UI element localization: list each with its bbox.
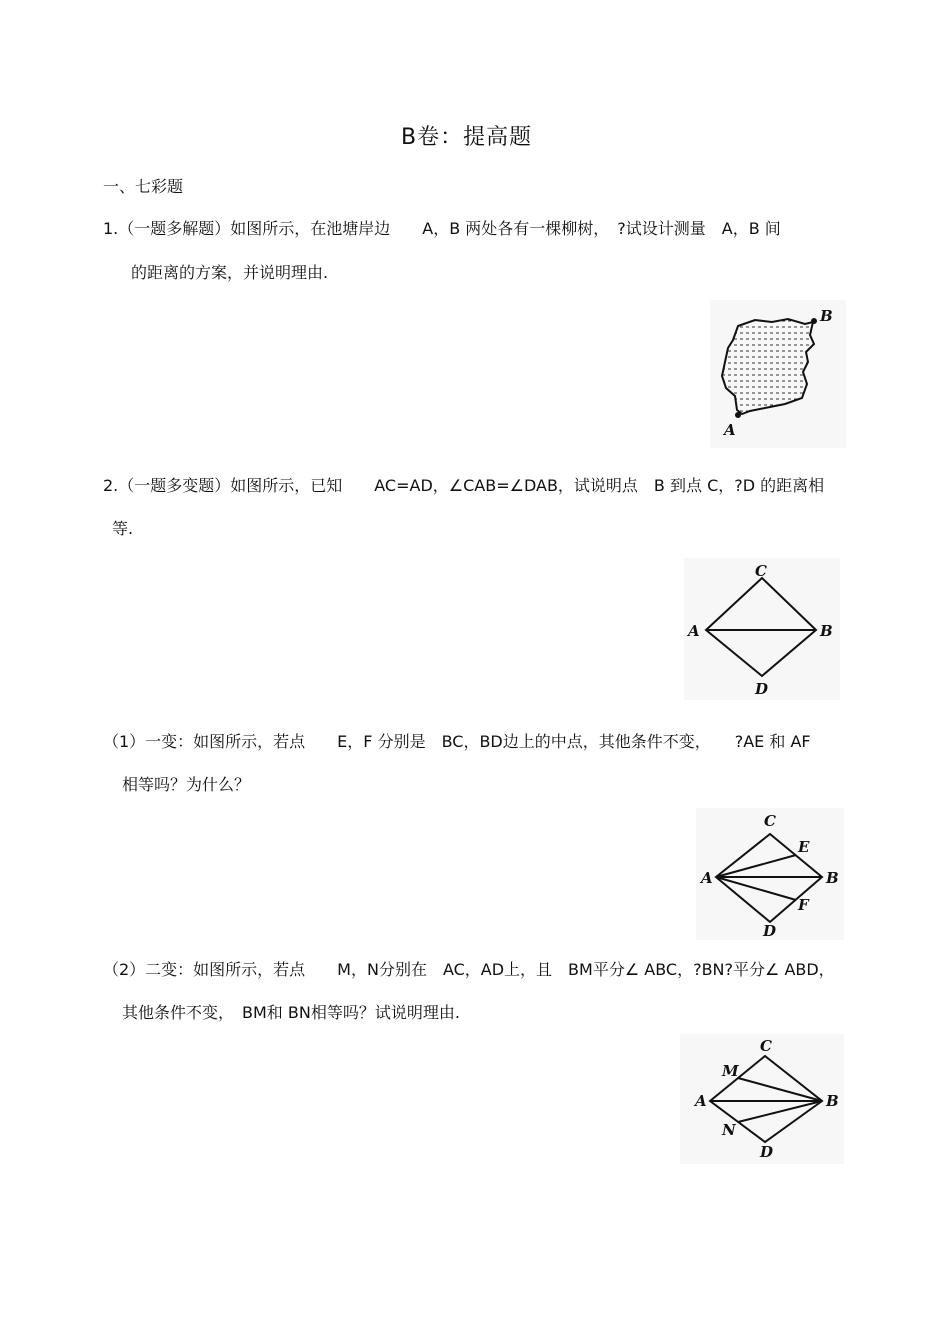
label-f: F	[798, 896, 809, 914]
label-d: D	[763, 922, 777, 940]
kite-outline	[706, 578, 816, 676]
label-a: A	[688, 622, 700, 640]
label-m: M	[722, 1062, 739, 1080]
question-2-line-2: 等.	[112, 519, 134, 538]
label-d: D	[755, 680, 769, 698]
label-b: B	[826, 1092, 839, 1110]
label-c: C	[760, 1037, 772, 1055]
midpoint-diagram	[696, 808, 844, 940]
segment-bm	[738, 1078, 822, 1101]
label-a: A	[724, 421, 736, 439]
pond-diagram	[710, 300, 846, 448]
question-1-line-2: 的距离的方案，并说明理由.	[131, 263, 329, 282]
point-b-dot	[811, 318, 817, 324]
section-heading: 一、七彩题	[103, 177, 184, 196]
label-d: D	[760, 1143, 774, 1161]
label-e: E	[798, 838, 810, 856]
label-a: A	[695, 1092, 707, 1110]
bisector-diagram	[680, 1034, 844, 1164]
page-title: B卷：提高题	[401, 125, 533, 150]
segment-ae	[716, 855, 796, 877]
variant-2-line-2: 其他条件不变， BM和 BN相等吗？试说明理由.	[122, 1003, 460, 1022]
segment-bn	[738, 1101, 822, 1122]
label-b: B	[826, 869, 839, 887]
kite-diagram	[684, 558, 840, 700]
label-b: B	[820, 307, 833, 325]
variant-2-line-1: （2）二变：如图所示，若点 M，N分别在 AC，AD上，且 BM平分∠ ABC，?BN?平分∠ ABD，	[103, 960, 835, 979]
kite-figure	[684, 558, 840, 700]
label-a: A	[701, 869, 713, 887]
point-a-dot	[735, 412, 741, 418]
variant-1-line-2: 相等吗？为什么？	[122, 775, 251, 794]
pond-figure	[710, 300, 846, 448]
segment-af	[716, 877, 796, 900]
midpoint-figure	[696, 808, 844, 940]
label-b: B	[820, 622, 833, 640]
bisector-figure	[680, 1034, 844, 1164]
label-n: N	[722, 1121, 736, 1139]
question-2-line-1: 2.（一题多变题）如图所示，已知 AC=AD，∠CAB=∠DAB，试说明点 B 到点 C，?D 的距离相	[103, 476, 825, 495]
label-c: C	[764, 812, 776, 830]
question-1-line-1: 1.（一题多解题）如图所示，在池塘岸边 A，B 两处各有一棵柳树， ?试设计测量 A，B 间	[103, 219, 781, 238]
pond-shape	[722, 319, 814, 414]
label-c: C	[755, 562, 767, 580]
variant-1-line-1: （1）一变：如图所示，若点 E，F 分别是 BC，BD边上的中点，其他条件不变， ?AE 和 AF	[103, 732, 811, 751]
